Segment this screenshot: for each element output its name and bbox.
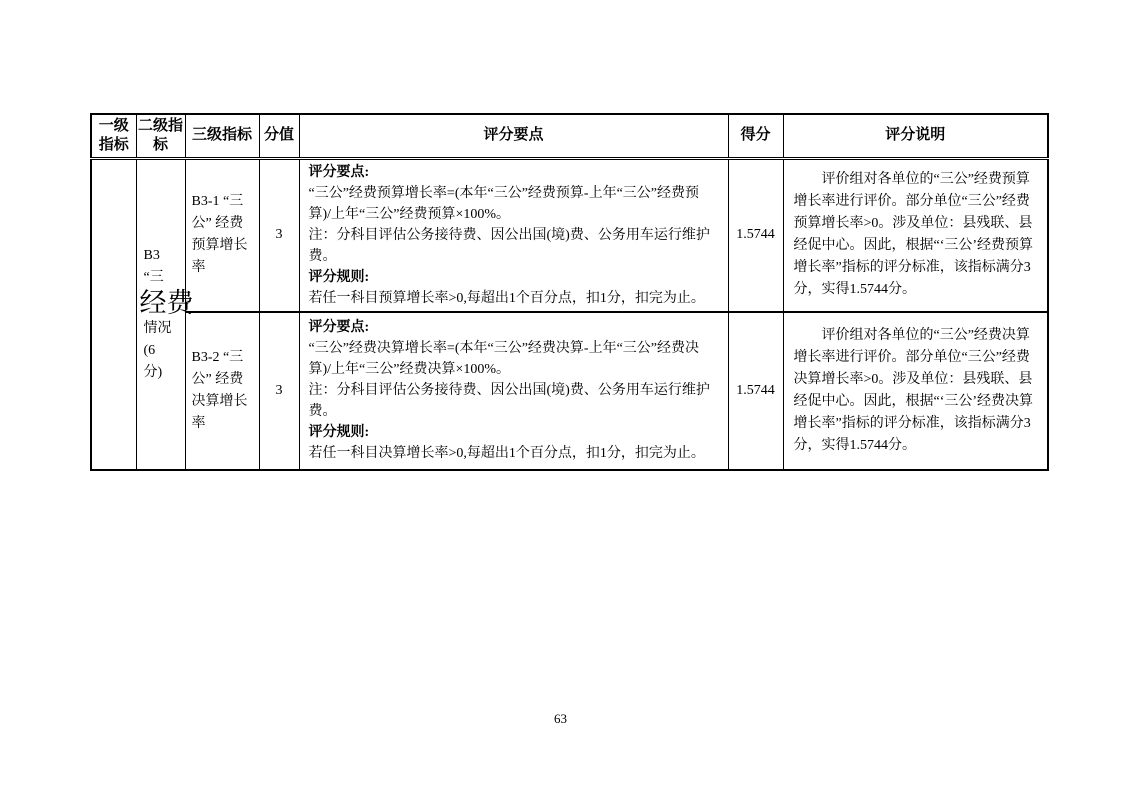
cell-level3-indicator: B3-1 “三公” 经费预算增长率 bbox=[185, 158, 259, 312]
header-scoring-explanation: 评分说明 bbox=[783, 114, 1048, 158]
scoring-points-formula: “三公”经费决算增长率=(本年“三公”经费决算-上年“三公”经费决算)/上年“三公”经费决算×100%。 bbox=[308, 341, 700, 377]
cell-scoring-explanation bbox=[783, 158, 1048, 312]
scoring-points-title: 评分要点: bbox=[308, 320, 370, 335]
scoring-points-title: 评分要点: bbox=[308, 164, 370, 180]
scoring-points-note: 注：分科目评估公务接待费、因公出国(境)费、公务用车运行维护费。 bbox=[308, 227, 710, 264]
cell-level3-indicator: B3-2 “三公” 经费决算增长率 bbox=[185, 312, 259, 470]
header-score-value: 分值 bbox=[259, 114, 299, 158]
scoring-rules-body: 若任一科目预算增长率>0,每超出1个百分点，扣1分，扣完为止。 bbox=[308, 290, 705, 306]
cell-score-value: 3 bbox=[259, 312, 299, 470]
table-row bbox=[91, 158, 1048, 312]
level2-line: 分) bbox=[143, 364, 163, 380]
header-level1-indicator: 一级指标 bbox=[91, 114, 136, 158]
cell-scoring-points bbox=[299, 312, 728, 470]
header-scoring-points: 评分要点 bbox=[299, 114, 728, 158]
cell-score-value: 3 bbox=[259, 158, 299, 312]
header-level2-indicator: 二级指标 bbox=[136, 114, 185, 158]
scoring-points-formula: “三公”经费预算增长率=(本年“三公”经费预算-上年“三公”经费预算)/上年“三公”经费预算×100%。 bbox=[308, 185, 700, 222]
scoring-points-note: 注：分科目评估公务接待费、因公出国(境)费、公务用车运行维护费。 bbox=[308, 383, 710, 419]
cell-score-obtained: 1.5744 bbox=[728, 158, 783, 312]
cell-scoring-points bbox=[299, 158, 728, 312]
header-level3-indicator: 三级指标 bbox=[185, 114, 259, 158]
scoring-explanation-text: 评价组对各单位的“三公”经费预算增长率进行评价。部分单位“三公”经费预算增长率>0。涉及单位：县残联、县经促中心。因此，根据“‘三公’经费预算增长率”指标的评分标准，该指标满分3分，实得1.5744分。 bbox=[793, 172, 1034, 297]
header-score-obtained: 得分 bbox=[728, 114, 783, 158]
scoring-rules-title: 评分规则: bbox=[308, 269, 370, 285]
cell-score-obtained: 1.5744 bbox=[728, 312, 783, 470]
cell-level1-indicator bbox=[91, 158, 136, 470]
level2-indicator-text bbox=[137, 245, 194, 384]
scoring-rules-title: 评分规则: bbox=[308, 425, 370, 440]
level2-line: 情况 bbox=[143, 320, 172, 336]
page-number: 63 bbox=[554, 711, 567, 726]
scoring-rules-body: 若任一科目决算增长率>0,每超出1个百分点，扣1分，扣完为止。 bbox=[308, 446, 705, 461]
level2-line: (6 bbox=[143, 342, 156, 358]
level2-line: B3 bbox=[143, 247, 160, 263]
level2-line: “三 bbox=[143, 269, 164, 285]
table-row bbox=[91, 312, 1048, 470]
cell-scoring-explanation bbox=[783, 312, 1048, 470]
scoring-explanation-text: 评价组对各单位的“三公”经费决算增长率进行评价。部分单位“三公”经费决算增长率>0。涉及单位：县残联、县经促中心。因此，根据“‘三公’经费决算增长率”指标的评分标准，该指标满分3分，实得1.5744分。 bbox=[793, 327, 1034, 453]
cell-level2-indicator bbox=[136, 158, 194, 470]
level2-oversized-text: 经费 bbox=[139, 287, 194, 318]
score-table bbox=[90, 113, 1049, 471]
table-header-row bbox=[91, 114, 1048, 158]
